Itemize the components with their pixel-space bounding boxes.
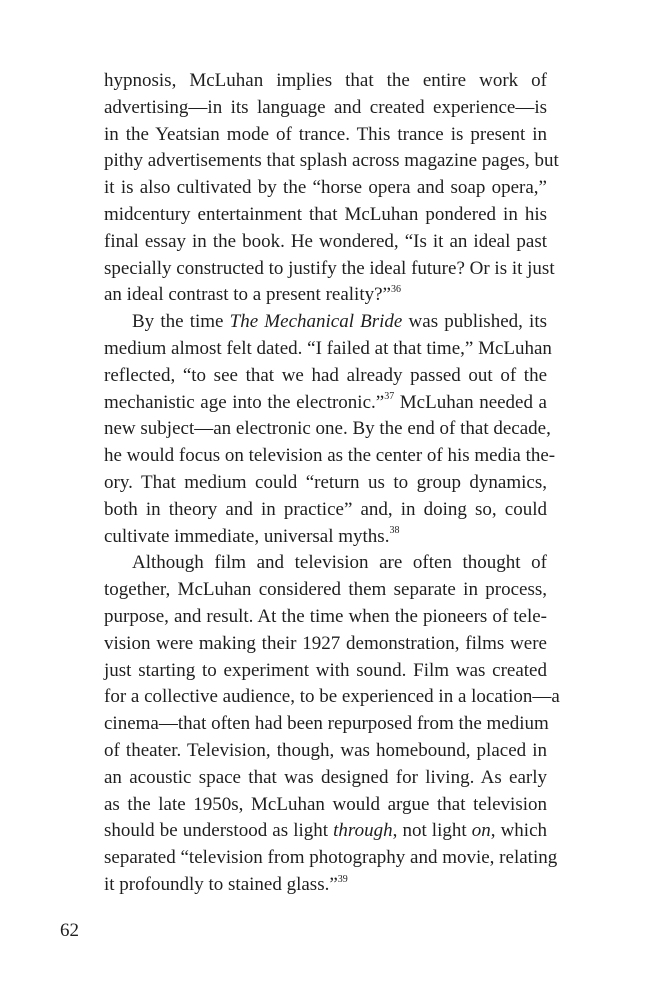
text-line [104, 416, 551, 443]
text-line [104, 711, 547, 738]
footnote-marker: 39 [337, 873, 348, 885]
text-line [104, 363, 547, 390]
text-line [104, 765, 547, 792]
text-run: both in theory and in practice” and, in doing so, could [104, 498, 547, 520]
italic-text: on [471, 820, 491, 842]
text-run: new subject—an electronic one. By the end of that decade, [104, 418, 551, 440]
text-line [104, 470, 547, 497]
text-run: hypnosis, McLuhan implies that the entire work of [104, 70, 547, 91]
text-run: should be understood as light [104, 820, 334, 842]
text-run: cultivate immediate, universal myths. [104, 525, 390, 547]
text-line [104, 443, 556, 470]
text-run: purpose, and result. At the time when the pioneers of tele- [104, 605, 547, 627]
body-text [104, 68, 560, 899]
text-run: , not light [392, 820, 472, 842]
text-run: reflected, “to see that we had already passed out of the [104, 364, 547, 386]
text-run: McLuhan needed a [394, 391, 547, 413]
text-run: final essay in the book. He wondered, “Is it an ideal past [104, 230, 547, 252]
text-run: midcentury entertainment that McLuhan pondered in his [104, 203, 547, 225]
paragraph-p1 [104, 68, 559, 309]
text-run: was published, its [402, 311, 547, 333]
text-run: medium almost felt dated. “I failed at that time,” McLuhan [104, 337, 552, 359]
text-run: an acoustic space that was designed for living. As early [104, 766, 547, 788]
text-run: vision were making their 1927 demonstration, films were [104, 632, 547, 654]
text-run: together, McLuhan considered them separate in process, [104, 579, 547, 601]
text-line [104, 845, 558, 872]
text-run: it is also cultivated by the “horse opera and soap opera,” [104, 177, 547, 199]
text-run: he would focus on television as the center of his media the- [104, 445, 556, 467]
text-line [104, 202, 547, 229]
footnote-marker: 36 [390, 284, 401, 296]
text-line [104, 256, 555, 283]
text-run: it profoundly to stained glass.” [104, 873, 338, 895]
text-line [104, 577, 547, 604]
text-line [104, 229, 547, 256]
text-run: By the time [132, 311, 230, 333]
footnote-marker: 38 [389, 525, 400, 537]
text-line [104, 818, 547, 845]
text-line [104, 524, 547, 551]
text-line [104, 684, 560, 711]
text-run: separated “television from photography and movie, relating [104, 847, 558, 869]
text-line [104, 792, 547, 819]
text-run: cinema—that often had been repurposed from the medium [104, 713, 549, 735]
paragraph-p2 [104, 309, 556, 550]
text-line [104, 95, 547, 122]
page-number: 62 [60, 920, 79, 941]
text-run: as the late 1950s, McLuhan would argue that television [104, 793, 547, 815]
text-run: ory. That medium could “return us to group dynamics, [104, 471, 547, 493]
text-line [104, 738, 547, 765]
text-line [104, 390, 547, 417]
text-run: , which [490, 820, 548, 842]
text-line [104, 148, 559, 175]
footnote-marker: 37 [384, 391, 395, 403]
text-line [104, 309, 547, 336]
text-line [104, 550, 547, 577]
text-line [104, 175, 547, 202]
text-run: just starting to experiment with sound. Film was created [104, 659, 547, 681]
text-run: in the Yeatsian mode of trance. This trance is present in [104, 123, 547, 145]
text-line [104, 604, 547, 631]
text-run: advertising—in its language and created experience—is [104, 96, 547, 118]
italic-text: The Mechanical Bride [229, 311, 403, 333]
text-line [104, 282, 547, 309]
text-line [104, 497, 547, 524]
text-line [104, 631, 547, 658]
text-line [104, 68, 547, 95]
italic-text: through [333, 820, 393, 842]
text-line [104, 872, 547, 899]
text-run: mechanistic age into the electronic.” [104, 391, 385, 413]
paragraph-p3 [104, 550, 560, 898]
text-run: pithy advertisements that splash across magazine pages, but [104, 150, 559, 172]
text-run: of theater. Television, though, was homebound, placed in [104, 739, 547, 761]
text-line [104, 658, 547, 685]
text-line [104, 336, 552, 363]
text-run: specially constructed to justify the ideal future? Or is it just [104, 257, 555, 279]
text-run: an ideal contrast to a present reality?” [104, 284, 391, 306]
text-run: for a collective audience, to be experienced in a location—a [104, 686, 560, 708]
text-run: Although film and television are often thought of [132, 552, 547, 574]
text-line [104, 122, 547, 149]
